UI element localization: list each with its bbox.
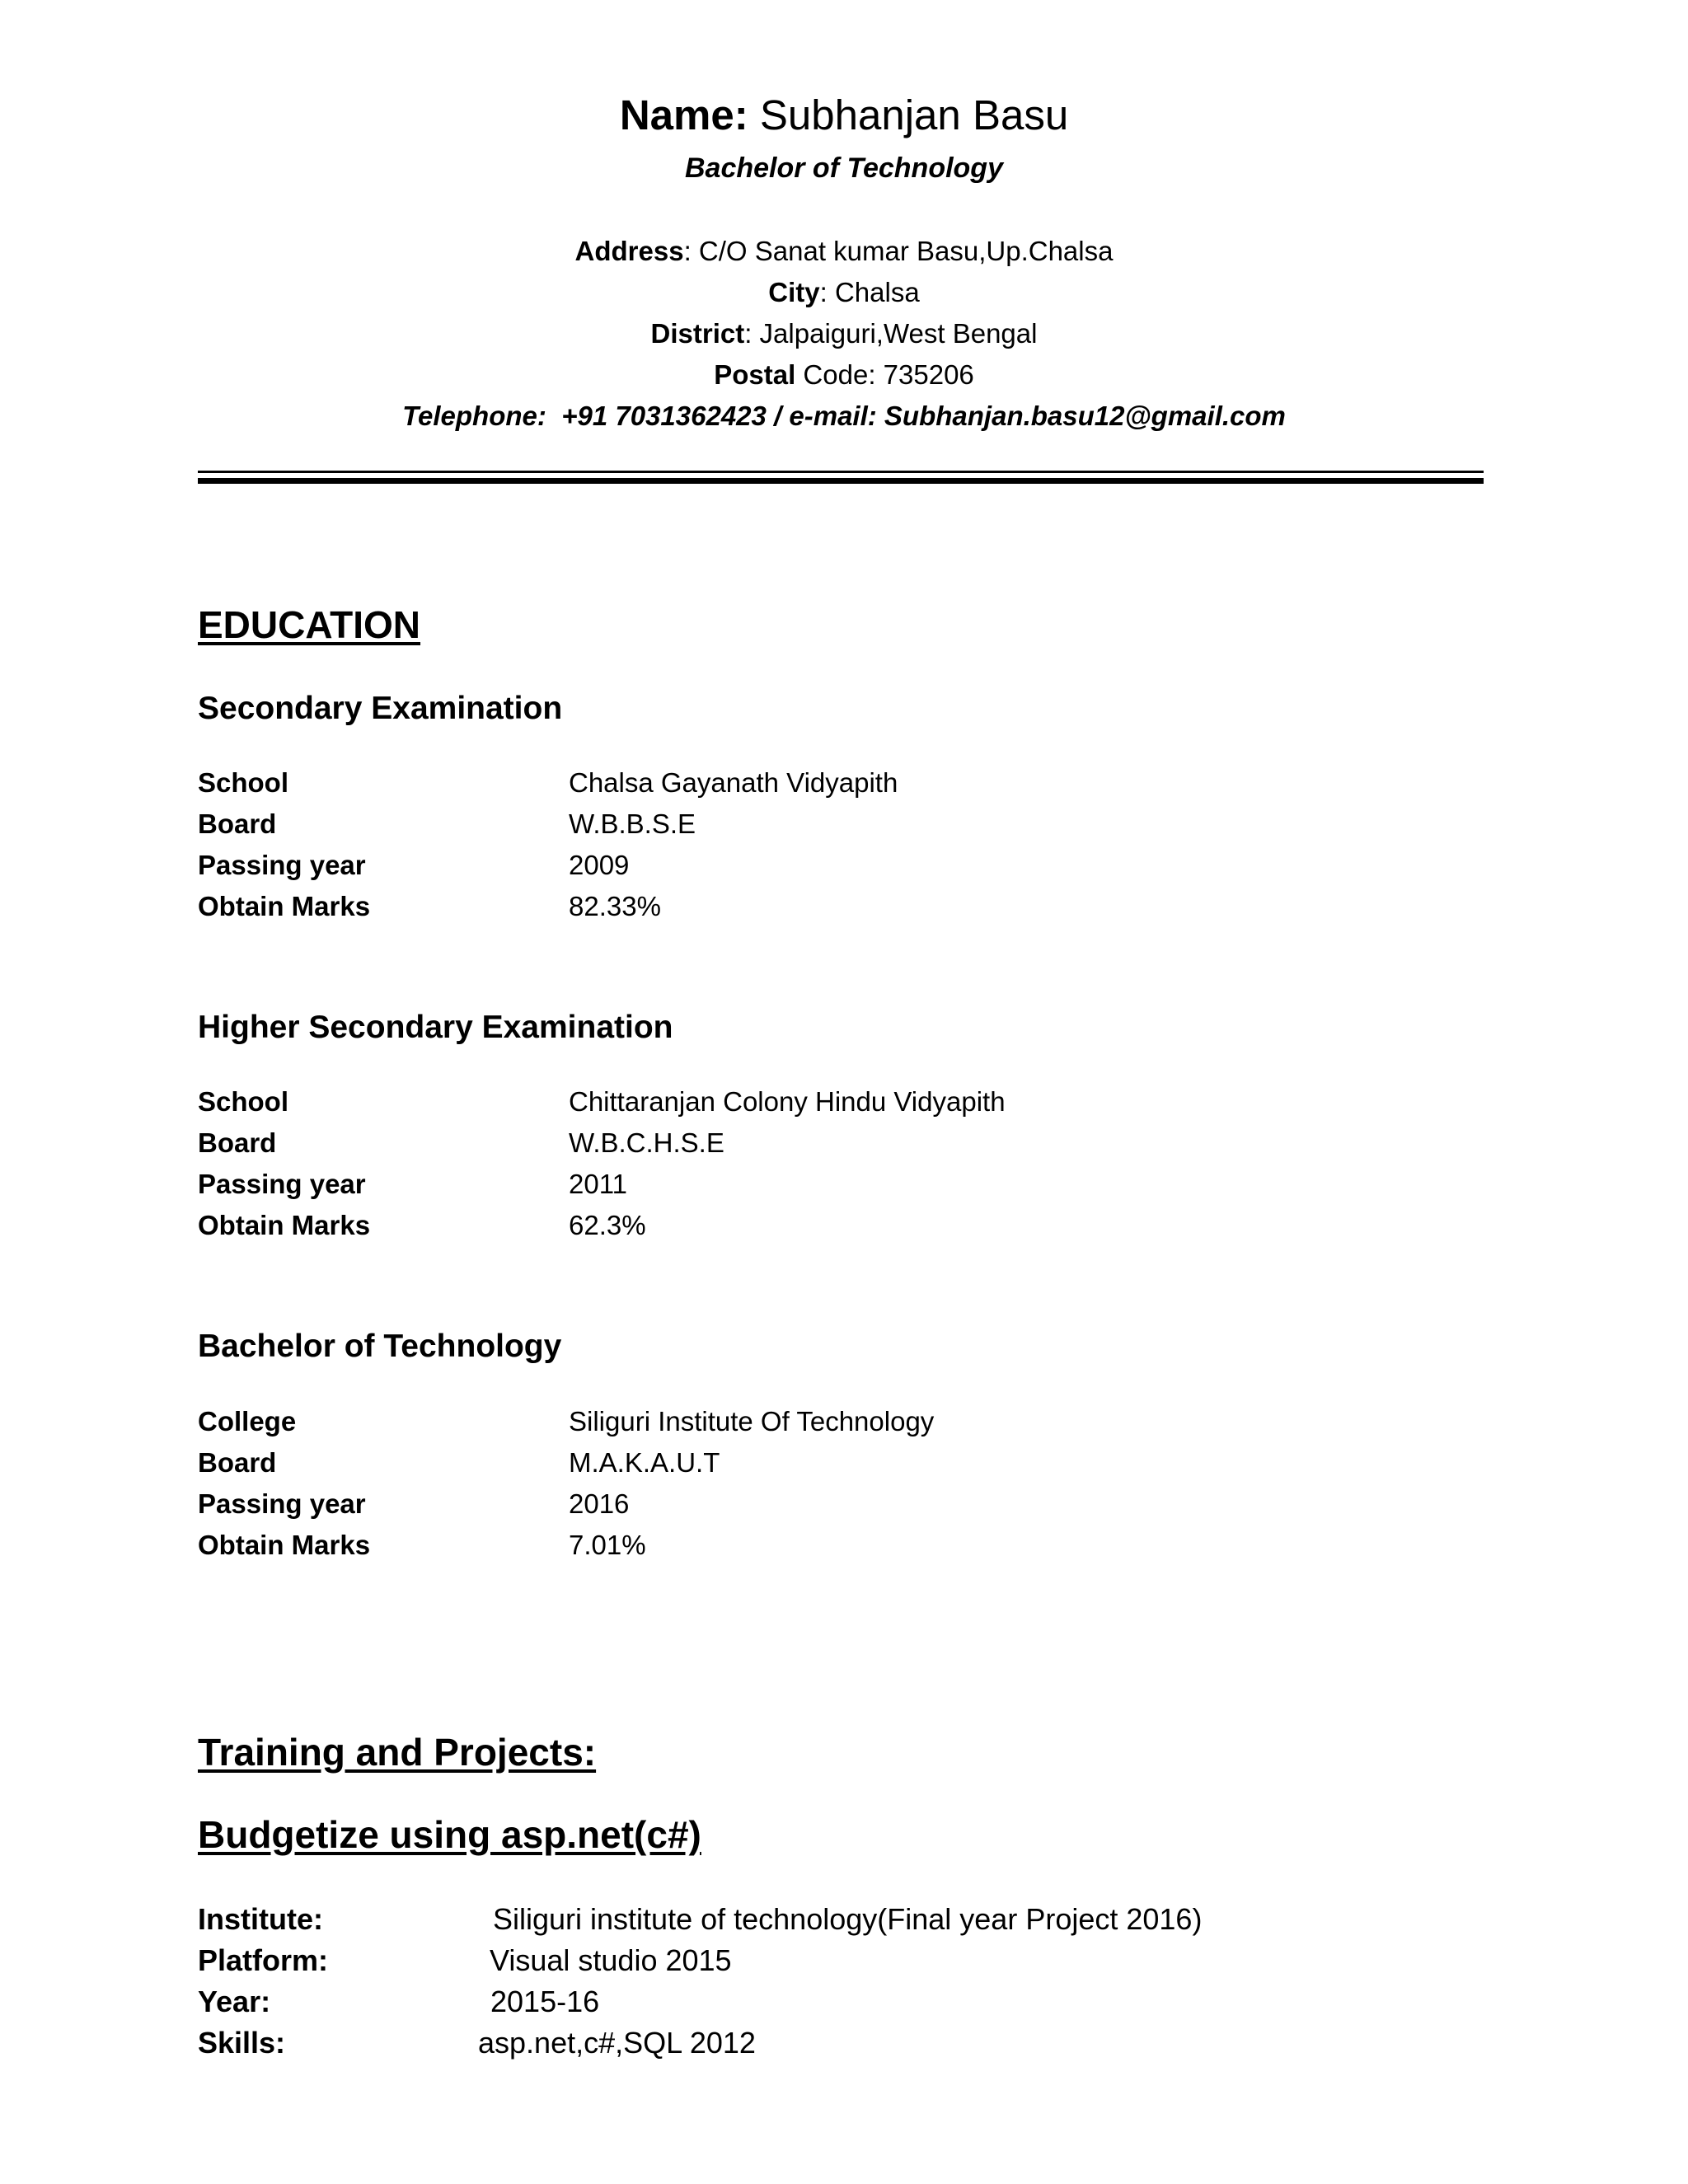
address-line	[0, 231, 1688, 272]
detail-label: Passing year	[198, 1169, 366, 1199]
detail-row	[198, 804, 1434, 845]
header-divider-thin	[198, 471, 1484, 473]
detail-label: Obtain Marks	[198, 1530, 371, 1560]
detail-label: College	[198, 1406, 297, 1436]
degree-subtitle: Bachelor of Technology	[684, 152, 1003, 184]
city-value: : Chalsa	[819, 277, 920, 307]
project-value: Siliguri institute of technology(Final year Project 2016)	[493, 1902, 1203, 1936]
name-label: Name:	[619, 91, 748, 138]
detail-label: School	[198, 1086, 289, 1117]
education-heading: EDUCATION	[198, 603, 421, 646]
address-label: Address	[574, 236, 684, 266]
postal-label: Postal	[714, 359, 796, 390]
detail-value: 2016	[569, 1488, 630, 1519]
detail-row	[198, 762, 1434, 804]
detail-label: School	[198, 767, 289, 798]
detail-label: Obtain Marks	[198, 1210, 371, 1240]
detail-value: Chittaranjan Colony Hindu Vidyapith	[569, 1086, 1006, 1117]
training-heading: Training and Projects:	[198, 1731, 597, 1774]
detail-label: Board	[198, 1127, 277, 1158]
header-divider-thick	[198, 478, 1484, 484]
project-row	[198, 2022, 1434, 2064]
project-label: Platform:	[198, 1943, 329, 1977]
detail-value: Chalsa Gayanath Vidyapith	[569, 767, 898, 798]
detail-value: 2009	[569, 850, 630, 880]
higher-secondary-details	[198, 1081, 1434, 1246]
higher-secondary-heading: Higher Secondary Examination	[198, 1010, 673, 1045]
project-row	[198, 1899, 1434, 1940]
project-title: Budgetize using asp.net(c#)	[198, 1813, 701, 1856]
project-row	[198, 1940, 1434, 1981]
detail-label: Obtain Marks	[198, 891, 371, 921]
detail-label: Board	[198, 808, 277, 839]
secondary-heading: Secondary Examination	[198, 691, 563, 726]
detail-value: M.A.K.A.U.T	[569, 1447, 720, 1478]
city-label: City	[768, 277, 820, 307]
project-label: Year:	[198, 1985, 271, 2018]
detail-value: W.B.C.H.S.E	[569, 1127, 724, 1158]
btech-heading: Bachelor of Technology	[198, 1329, 562, 1364]
detail-label: Passing year	[198, 850, 366, 880]
project-label: Institute:	[198, 1902, 323, 1936]
contact-line: Telephone: +91 7031362423 / e-mail: Subhanjan.basu12@gmail.com	[402, 401, 1286, 431]
postal-value: Code: 735206	[795, 359, 974, 390]
detail-value: 82.33%	[569, 891, 661, 921]
project-value: asp.net,c#,SQL 2012	[478, 2026, 756, 2060]
project-value: 2015-16	[490, 1985, 600, 2018]
detail-row	[198, 1205, 1434, 1246]
detail-value: 7.01%	[569, 1530, 646, 1560]
project-value: Visual studio 2015	[490, 1943, 732, 1977]
name-line	[0, 89, 1688, 142]
detail-value: W.B.B.S.E	[569, 808, 696, 839]
address-value: : C/O Sanat kumar Basu,Up.Chalsa	[683, 236, 1114, 266]
district-value: : Jalpaiguri,West Bengal	[744, 318, 1038, 349]
detail-row	[198, 886, 1434, 927]
district-line	[0, 313, 1688, 354]
detail-row	[198, 1442, 1434, 1483]
name-value: Subhanjan Basu	[759, 91, 1069, 138]
project-row	[198, 1981, 1434, 2022]
detail-row	[198, 1164, 1434, 1205]
district-label: District	[650, 318, 745, 349]
city-line	[0, 272, 1688, 313]
project-details	[198, 1899, 1434, 2064]
secondary-details	[198, 762, 1434, 927]
detail-value: 62.3%	[569, 1210, 646, 1240]
detail-value: Siliguri Institute Of Technology	[569, 1406, 935, 1436]
detail-row	[198, 1122, 1434, 1164]
detail-row	[198, 1525, 1434, 1566]
btech-details	[198, 1401, 1434, 1566]
detail-row	[198, 845, 1434, 886]
postal-line	[0, 354, 1688, 396]
detail-label: Board	[198, 1447, 277, 1478]
detail-row	[198, 1081, 1434, 1122]
detail-label: Passing year	[198, 1488, 366, 1519]
detail-row	[198, 1401, 1434, 1442]
project-label: Skills:	[198, 2026, 286, 2060]
detail-row	[198, 1483, 1434, 1525]
detail-value: 2011	[569, 1169, 627, 1199]
